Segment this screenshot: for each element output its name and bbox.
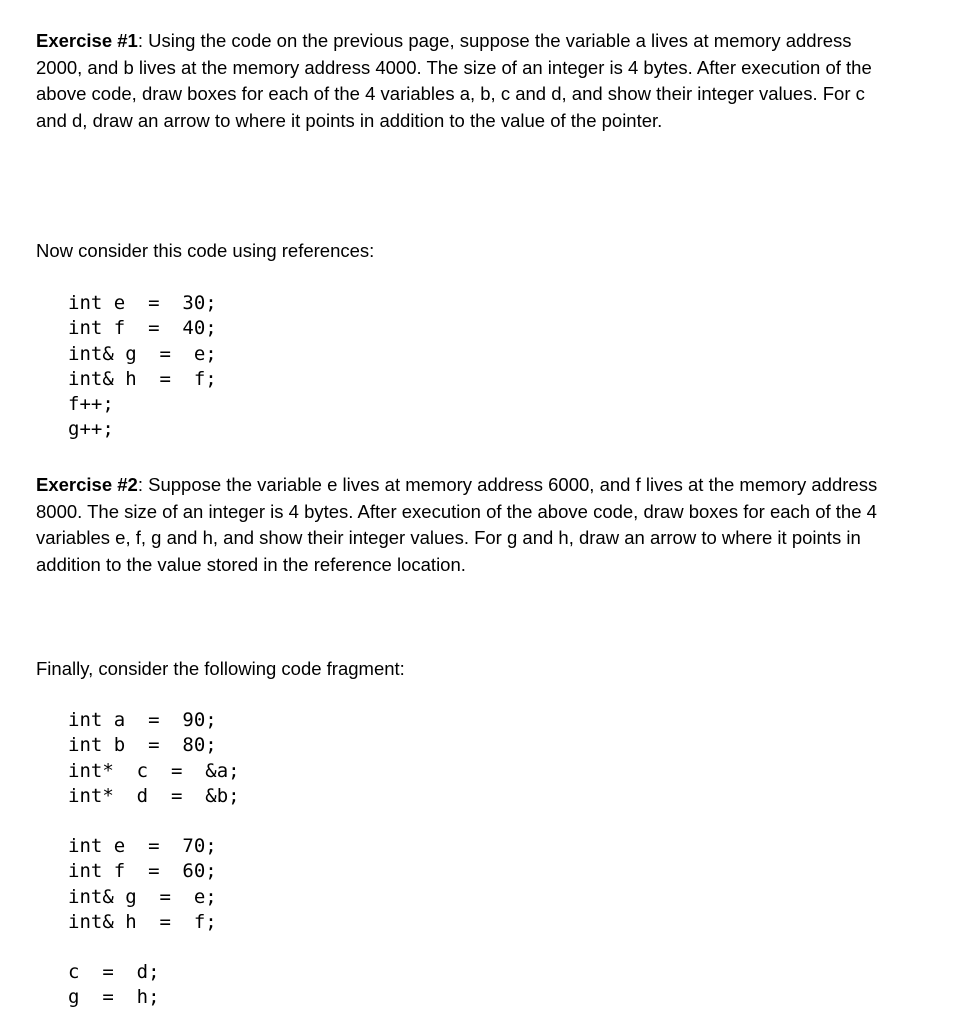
code-line: g = h; bbox=[68, 986, 160, 1009]
code-line: int f = 60; bbox=[68, 860, 217, 883]
code-line: g++; bbox=[68, 418, 114, 441]
code-line: int e = 70; bbox=[68, 835, 217, 857]
code-line: int b = 80; bbox=[68, 734, 217, 757]
code-block-references-2 bbox=[68, 834, 217, 935]
exercise-2-label: Exercise #2 bbox=[36, 474, 138, 495]
exercise-1-paragraph bbox=[36, 28, 886, 134]
exercise-1-label: Exercise #1 bbox=[36, 30, 138, 51]
code-line: f++; bbox=[68, 393, 114, 416]
code-line: int& g = e; bbox=[68, 885, 217, 908]
code-block-pointers bbox=[68, 708, 240, 809]
exercise-1-text: : Using the code on the previous page, suppose the variable a lives at memory address 2000, and b lives at the memory address 4000. The size of an integer is 4 bytes. After execution of the above code, draw boxes for each of the 4 variables a, b, c and d, and show their integer values. For c and d, draw an arrow to where it points in addition to the value of the pointer. bbox=[36, 30, 872, 131]
code-line: int& h = f; bbox=[68, 367, 217, 390]
code-line: int e = 30; bbox=[68, 292, 217, 314]
references-intro: Now consider this code using references: bbox=[36, 240, 375, 261]
code-line: int a = 90; bbox=[68, 709, 217, 731]
code-line: int& h = f; bbox=[68, 910, 217, 933]
exercise-2-paragraph bbox=[36, 472, 886, 578]
code-line: int f = 40; bbox=[68, 317, 217, 340]
code-line: c = d; bbox=[68, 961, 160, 983]
code-line: int* d = &b; bbox=[68, 784, 240, 807]
code-block-references bbox=[68, 291, 217, 443]
final-intro: Finally, consider the following code fragment: bbox=[36, 658, 405, 679]
exercise-2-text: : Suppose the variable e lives at memory address 6000, and f lives at the memory address 8000. The size of an integer is 4 bytes. After execution of the above code, draw boxes for each of the 4 variables e, f, g and h, and show their integer values. For g and h, draw an arrow to where it points in addition to the value stored in the reference location. bbox=[36, 474, 878, 575]
code-line: int& g = e; bbox=[68, 342, 217, 365]
code-line: int* c = &a; bbox=[68, 759, 240, 782]
code-block-assignments bbox=[68, 960, 160, 1011]
